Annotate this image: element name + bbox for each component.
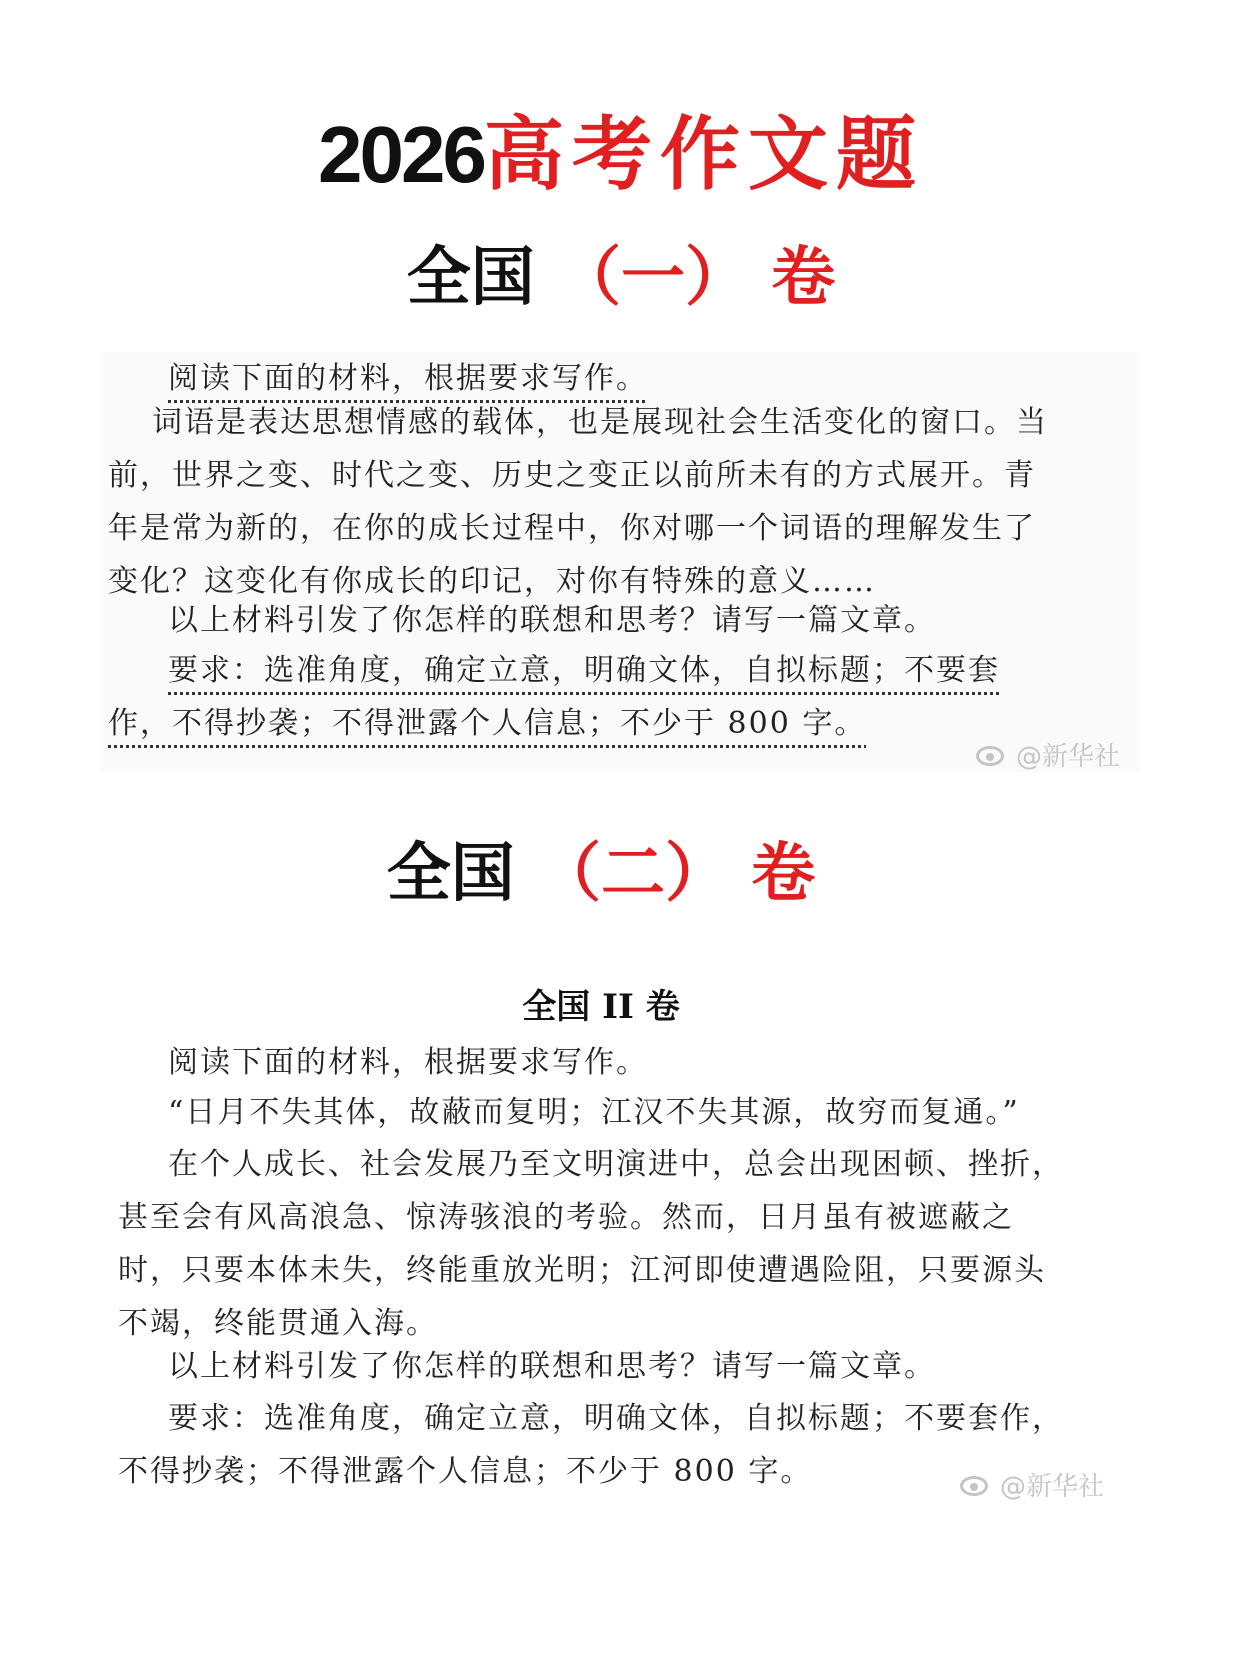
section1-watermark: @新华社 bbox=[976, 736, 1120, 773]
section2-heading-num: （二） bbox=[537, 836, 729, 911]
section1-instruction: 阅读下面的材料，根据要求写作。 bbox=[168, 361, 648, 396]
section2-watermark: @新华社 bbox=[960, 1466, 1104, 1503]
section2-heading bbox=[0, 836, 1222, 911]
title-year: 2026 bbox=[318, 109, 484, 199]
section1-material: 词语是表达思想情感的载体，也是展现社会生活变化的窗口。当前，世界之变、时代之变、历史之变正以前所未有的方式展开。青年是常为新的，在你的成长过程中，你对哪一个词语的理解发生了变化？这变化有你成长的印记，对你有特殊的意义…… bbox=[108, 405, 1048, 599]
title-text: 高考作文题 bbox=[483, 106, 924, 201]
section1-heading bbox=[0, 240, 1242, 315]
section2-quote: “日月不失其体，故蔽而复明；江汉不失其源，故穷而复通。” bbox=[168, 1095, 1020, 1130]
weibo-icon bbox=[976, 742, 1010, 768]
weibo-icon bbox=[960, 1472, 994, 1498]
section1-heading-num: （一） bbox=[557, 240, 749, 315]
section2-material: 在个人成长、社会发展乃至文明演进中，总会出现困顿、挫折，甚至会有风高浪急、惊涛骇浪的考验。然而，日月虽有被遮蔽之时，只要本体未失，终能重放光明；江河即使遭遇险阻，只要源头不竭，终能贯通入海。 bbox=[118, 1147, 1064, 1341]
section2-subheading: 全国 II 卷 bbox=[522, 987, 680, 1027]
section2-requirements: 要求：选准角度，确定立意，明确文体，自拟标题；不要套作，不得抄袭；不得泄露个人信息；不少于 800 字。 bbox=[118, 1401, 1064, 1489]
section2-heading-pre: 全国 bbox=[386, 836, 515, 911]
section1-heading-post: 卷 bbox=[771, 240, 836, 315]
section2-heading-post: 卷 bbox=[751, 836, 816, 911]
section1-prompt: 以上材料引发了你怎样的联想和思考？请写一篇文章。 bbox=[168, 603, 936, 638]
main-title bbox=[0, 106, 1242, 201]
section1-heading-pre: 全国 bbox=[406, 240, 535, 315]
section2-instruction: 阅读下面的材料，根据要求写作。 bbox=[168, 1045, 648, 1080]
section1-requirements: 要求：选准角度，确定立意，明确文体，自拟标题；不要套作，不得抄袭；不得泄露个人信息；不少于 800 字。 bbox=[108, 653, 1000, 741]
section2-prompt: 以上材料引发了你怎样的联想和思考？请写一篇文章。 bbox=[168, 1349, 936, 1384]
